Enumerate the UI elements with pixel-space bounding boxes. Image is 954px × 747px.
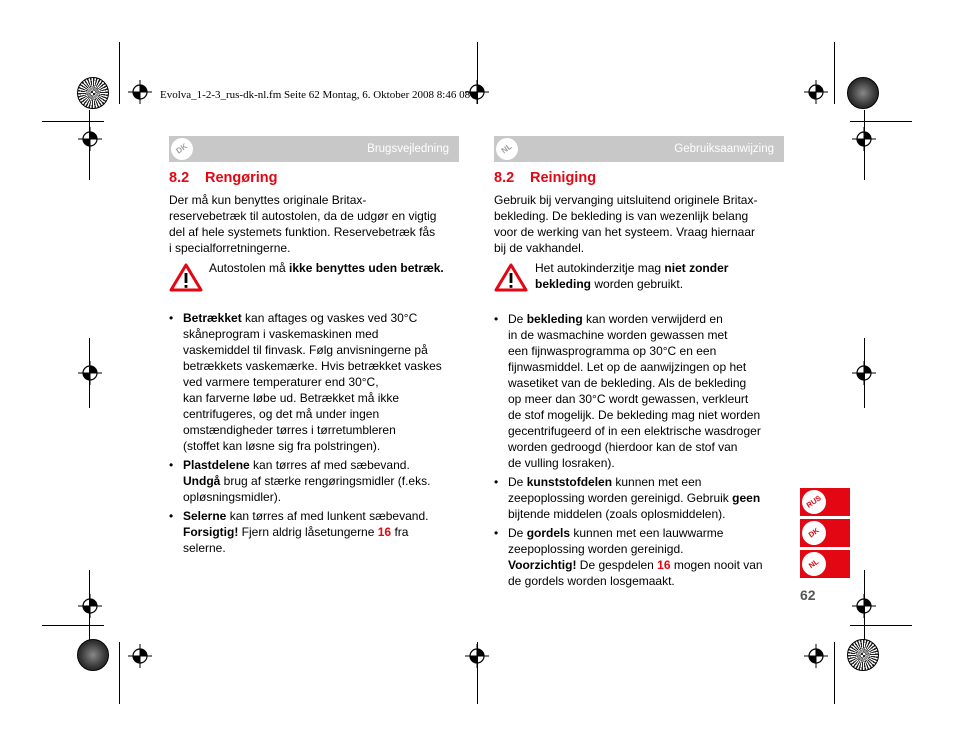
registration-mark-icon [78,361,102,385]
registration-mark-icon [804,644,828,668]
language-tab-rus[interactable]: RUS [800,488,850,516]
right-section-band [494,136,784,162]
intro-paragraph: Der må kun benyttes originale Britax- reservebetræk til autostolen, da de udgør en vigtig del af hele systemets funktion. Reservebetræk fås i specialforretningerne. [169,193,437,255]
language-tab-dk[interactable]: DK [800,519,850,547]
warning-triangle-icon [494,263,528,292]
intro-paragraph: Gebruik bij vervanging uitsluitend originele Britax- bekleding. De bekleding is van wezenlijk belang voor de werking van het systeem. Vraag hiernaar bij de vakhandel. [494,193,758,255]
list-item: • Betrækket kan aftages og vaskes ved 30°C skåneprogram i vaskemaskinen med vaskemiddel til finvask. Følg anvisningerne på betrækkets vaskemærke. Hvis betrækket vaskes ved varmere temperaturer end 30°C, kan farverne løbe ud. Betrækket må ikke centrifugeres, og det må under ingen omstændigheder tørres i tørretumbleren (stoffet kan løsne sig fra polstringen). [169,311,442,453]
cleaning-list [494,311,786,592]
language-badge-nl: NL [492,134,523,165]
registration-mark-icon [852,361,876,385]
band-title: Brugsvejledning [367,143,449,155]
warning-triangle-icon [169,263,203,292]
warning-text: Autostolen må ikke benyttes uden betræk. [209,261,444,275]
list-item: • De bekleding kan worden verwijderd en in de wasmachine worden gewassen met een fijnwasprogramma op 30°C en een fijnwasmiddel. Let op de aanwijzingen op het wasetiket van de bekleding. Als de bekleding op meer dan 30°C wordt gewassen, verkleurt de stof mogelijk. De bekleding mag niet worden gecentrifugeerd of in een elektrische wasdroger worden gedroogd (hierdoor kan de stof van de vulling losraken). [494,312,761,470]
color-rosette-icon [847,77,879,109]
list-item: • De gordels kunnen met een lauwwarme zeepoplossing worden gereinigd. Voorzichtig! De gespdelen 16 mogen nooit van de gordels worden losgemaakt. [494,526,763,588]
registration-mark-icon [465,644,489,668]
language-badge-dk: DK [167,134,198,165]
page-number: 62 [800,587,816,603]
left-section-band [169,136,459,162]
registration-mark-icon [128,80,152,104]
section-heading: 8.2 Rengøring [169,170,278,186]
registration-mark-icon [804,80,828,104]
list-item: • Selerne kan tørres af med lunkent sæbevand. Forsigtig! Fjern aldrig låsetungerne 16 fra selerne. [169,509,429,555]
band-title: Gebruiksaanwijzing [674,143,774,155]
registration-mark-icon [852,594,876,618]
registration-mark-icon [128,644,152,668]
language-tab-nl[interactable]: NL [800,550,850,578]
warning-text: Het autokinderzitje mag niet zonder bekleding worden gebruikt. [535,261,729,291]
section-heading: 8.2 Reiniging [494,170,597,186]
cleaning-list [169,310,461,559]
registration-mark-icon [852,127,876,151]
color-rosette-icon [77,639,109,671]
list-item: • De kunststofdelen kunnen met een zeepoplossing worden gereinigd. Gebruik geen bijtende middelen (zoals oplosmiddelen). [494,475,761,521]
registration-mark-icon [78,594,102,618]
print-header: Evolva_1-2-3_rus-dk-nl.fm Seite 62 Montag, 6. Oktober 2008 8:46 08 [160,89,471,101]
list-item: • Plastdelene kan tørres af med sæbevand. Undgå brug af stærke rengøringsmidler (f.eks. opløsningsmidler). [169,458,431,504]
color-rosette-icon [77,77,109,109]
registration-mark-icon [78,127,102,151]
color-rosette-icon [847,639,879,671]
